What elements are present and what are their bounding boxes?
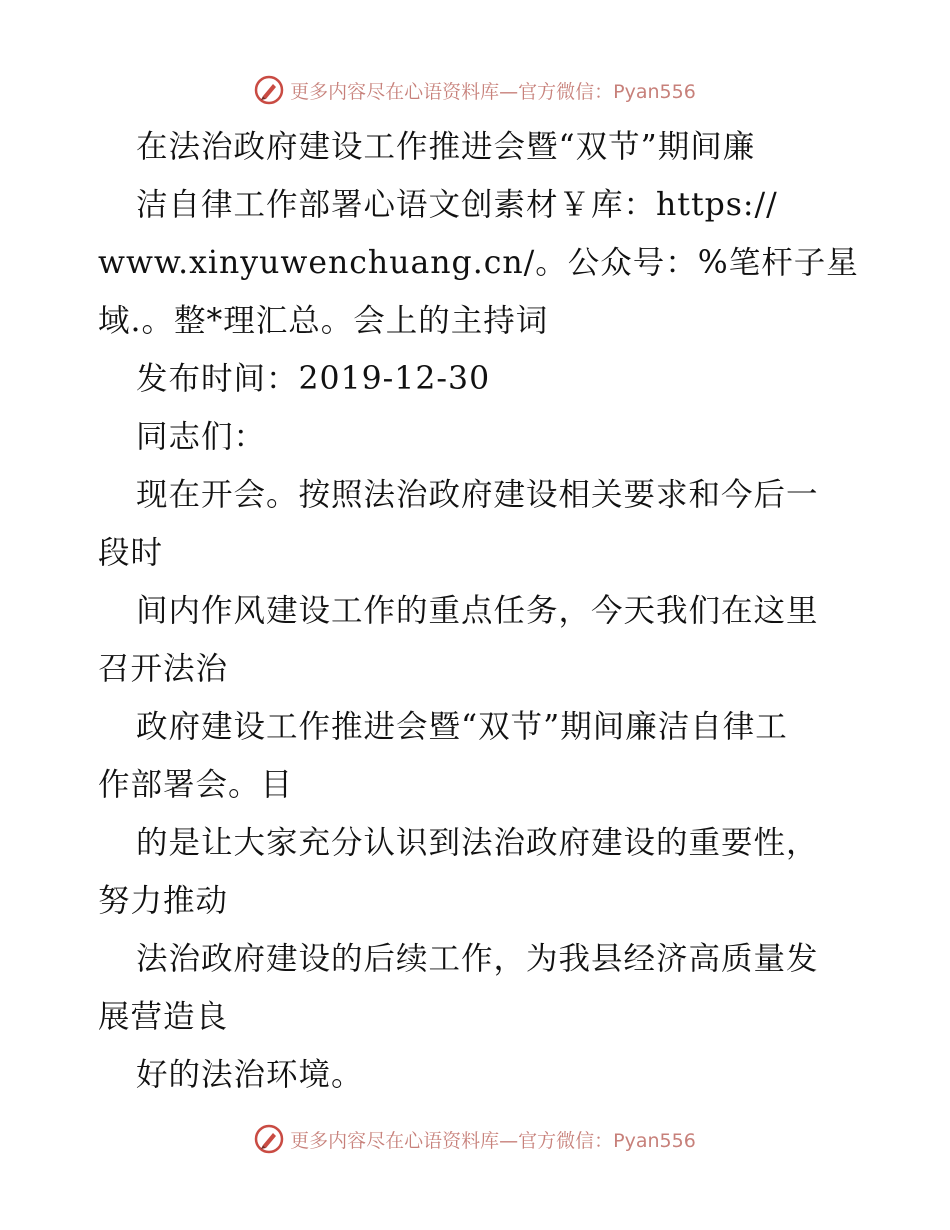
doc-line: 段时 (98, 535, 164, 571)
footer-banner-label: 更多内容尽在心语资料库—官方微信： (290, 1129, 614, 1152)
header-banner-label: 更多内容尽在心语资料库—官方微信： (290, 80, 614, 103)
header-banner-text (290, 77, 696, 104)
doc-line: 的是让大家充分认识到法治政府建设的重要性， (136, 825, 819, 861)
pen-logo-icon (254, 75, 284, 105)
header-banner (0, 73, 950, 107)
doc-line: 法治政府建设的后续工作，为我县经济高质量发 (136, 941, 819, 977)
footer-banner (0, 1122, 950, 1156)
doc-line: 域.。整*理汇总。会上的主持词 (98, 303, 549, 339)
doc-line: 努力推动 (98, 883, 229, 919)
footer-banner-text (290, 1126, 696, 1153)
doc-line: www.xinyuwenchuang.cn/。公众号：%笔杆子星 (98, 245, 859, 281)
doc-line: 现在开会。按照法治政府建设相关要求和今后一 (136, 477, 819, 513)
doc-line: 召开法治 (98, 651, 229, 687)
doc-line: 洁自律工作部署心语文创素材￥库：https:// (136, 187, 778, 223)
document-body (98, 118, 858, 1104)
doc-line: 在法治政府建设工作推进会暨“双节”期间廉 (136, 129, 756, 165)
doc-line: 间内作风建设工作的重点任务，今天我们在这里 (136, 593, 819, 629)
header-banner-id: Pyan556 (613, 80, 696, 103)
doc-line: 发布时间：2019-12-30 (136, 361, 491, 397)
doc-line: 同志们： (136, 419, 267, 455)
doc-line: 政府建设工作推进会暨“双节”期间廉洁自律工 (136, 709, 788, 745)
footer-banner-id: Pyan556 (613, 1129, 696, 1152)
pen-logo-icon (254, 1124, 284, 1154)
doc-line: 作部署会。目 (98, 767, 294, 803)
doc-line: 好的法治环境。 (136, 1057, 364, 1093)
doc-line: 展营造良 (98, 999, 229, 1035)
